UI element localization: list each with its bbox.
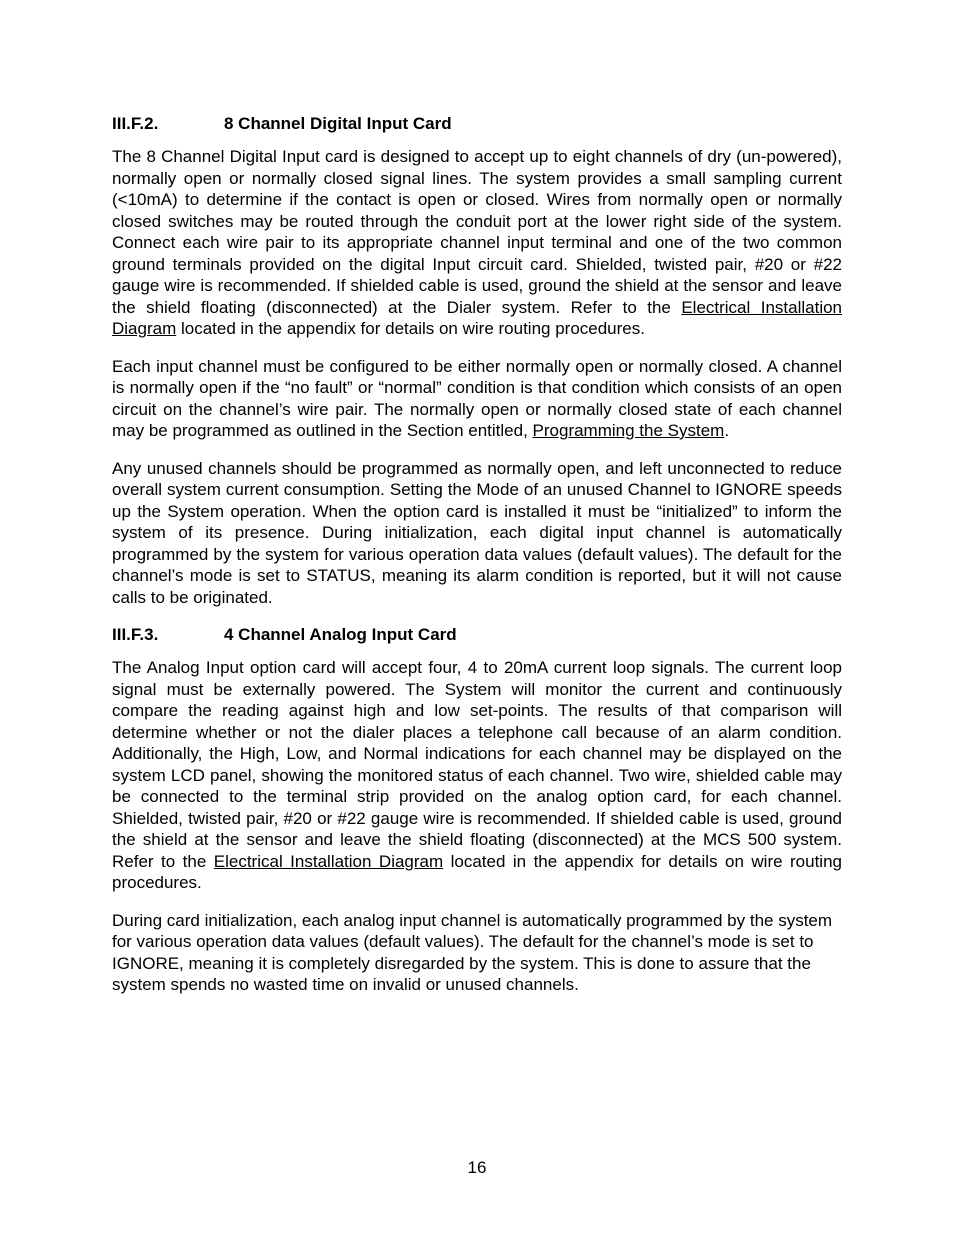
section-number: III.F.3. [112, 625, 159, 644]
text-run: . [724, 421, 730, 440]
section-number: III.F.2. [112, 114, 159, 133]
section-heading-analog-input [112, 624, 842, 645]
paragraph-digital-config [112, 356, 842, 442]
paragraph-analog-intro [112, 657, 842, 894]
section-heading-digital-input [112, 113, 842, 134]
text-run: located in the appendix for details on wire routing procedures. [112, 851, 842, 892]
section-title: 4 Channel Analog Input Card [224, 625, 457, 644]
text-run: The Analog Input option card will accept four, 4 to 20mA current loop signals. The current loop signal must be externally powered. The System will monitor the current and continuously compare the reading against high and low set-points. The results of that comparison will determine whether or not the dialer places a telephone call because of an alarm condition. Additionally, the High, Low, and Normal indications for each channel may be displayed on the system LCD panel, showing the monitored status of each channel. Two wire, shielded cable may be connected to the terminal strip provided on the analog option card, for each channel. Shielded, twisted pair, #20 or #22 gauge wire is recommended. If shielded cable is used, ground the shield at the sensor and leave the shield floating (disconnected) at the MCS 500 system. Refer to the [112, 658, 842, 871]
page-number: 16 [467, 1158, 487, 1177]
text-run: Each input channel must be configured to be either normally open or normally closed. A channel is normally open if the “no fault” or “normal” condition is that condition which consists of an open circuit on the channel’s wire pair. The normally open or normally closed state of each channel may be programmed as outlined in the Section entitled, [112, 356, 842, 440]
section-title: 8 Channel Digital Input Card [224, 114, 452, 133]
text-run: located in the appendix for details on wire routing procedures. [176, 319, 645, 338]
paragraph-digital-unused: Any unused channels should be programmed as normally open, and left unconnected to reduce overall system current consumption. Setting the Mode of an unused Channel to IGNORE speeds up the System operation. When the option card is installed it must be “initialized” to inform the system of its presence. During initialization, each digital input channel is automatically programmed by the system for various operation data values (default values). The default for the channel’s mode is set to STATUS, meaning its alarm condition is reported, but it will not cause calls to be originated. [112, 458, 842, 607]
document-page [112, 113, 842, 996]
link-electrical-installation-diagram: Electrical Installation Diagram [213, 851, 444, 871]
link-programming-the-system: Programming the System [532, 421, 725, 440]
paragraph-digital-intro [112, 146, 842, 340]
paragraph-analog-init: During card initialization, each analog input channel is automatically programmed by the system for various operation data values (default values). The default for the channel’s mode is set to IGNORE, meaning it is completely disregarded by the system. This is done to assure that the system spends no wasted time on invalid or unused channels. [112, 910, 833, 994]
text-run: The 8 Channel Digital Input card is designed to accept up to eight channels of dry (un-powered), normally open or normally closed signal lines. The system provides a small sampling current (<10mA) to determine if the contact is open or closed. Wires from normally open or normally closed switches may be routed through the conduit port at the lower right side of the system. Connect each wire pair to its appropriate channel input terminal and one of the two common ground terminals provided on the digital Input circuit card. Shielded, twisted pair, #20 or #22 gauge wire is recommended. If shielded cable is used, ground the shield at the sensor and leave the shield floating (disconnected) at the Dialer system. Refer to the [112, 147, 842, 317]
link-electrical-installation-diagram: Electrical Installation Diagram [112, 297, 842, 338]
